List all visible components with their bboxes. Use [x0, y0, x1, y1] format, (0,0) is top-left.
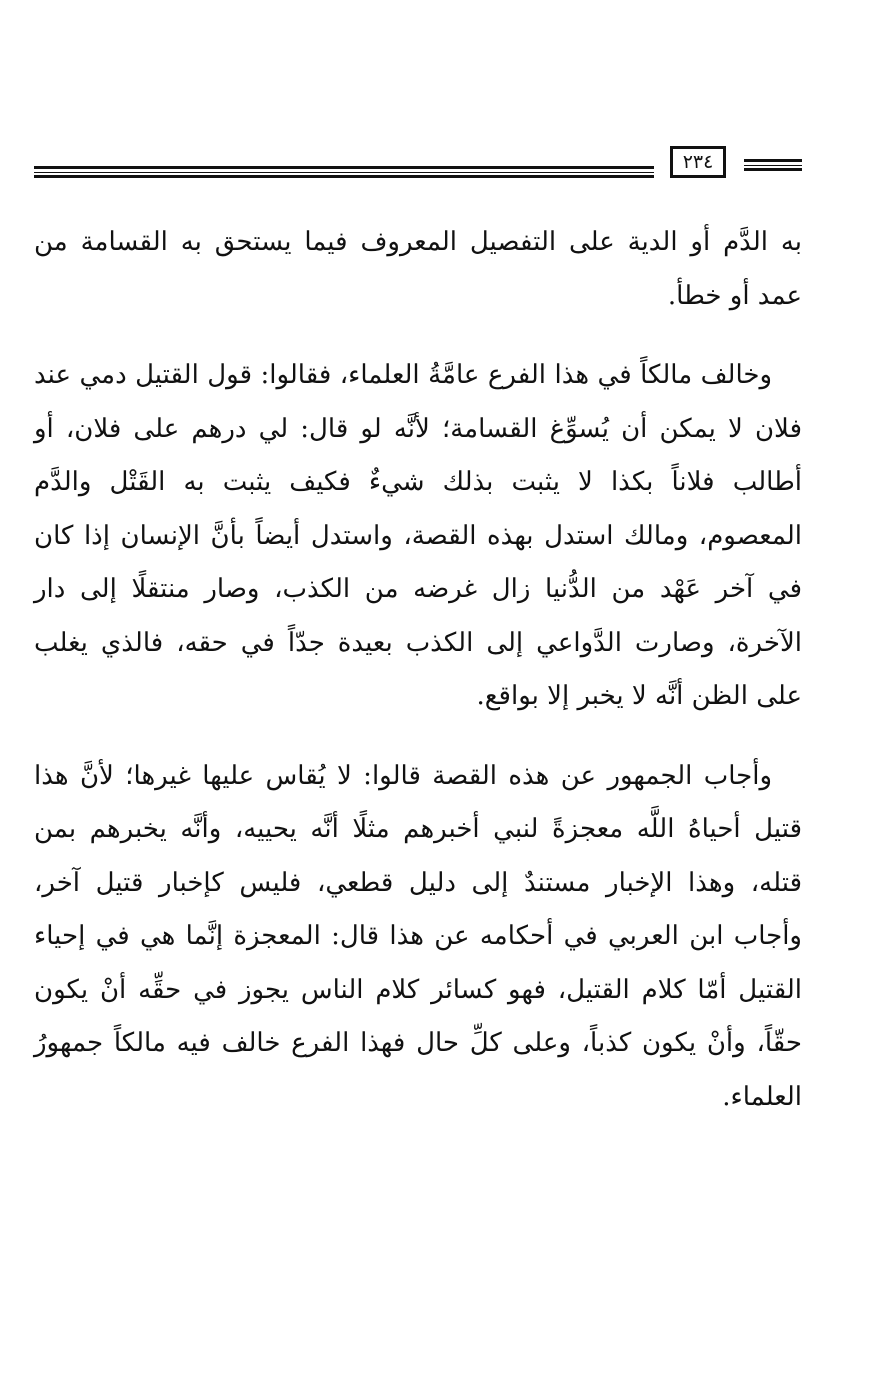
page-body — [34, 216, 802, 1124]
header-rule-right — [744, 159, 802, 171]
header-rule-left — [34, 166, 654, 178]
page-header — [34, 146, 802, 186]
paragraph-1: به الدَّم أو الدية على التفصيل المعروف فيما يستحق به القسامة من عمد أو خطأ. — [34, 227, 802, 311]
page-number: ٢٣٤ — [670, 146, 726, 178]
paragraph-2: وخالف مالكاً في هذا الفرع عامَّةُ العلماء، فقالوا: قول القتيل دمي عند فلان لا يمكن أن يُسوِّغ القسامة؛ لأنَّه لو قال: لي درهم على فلان، أو أطالب فلاناً بكذا لا يثبت بذلك شيءٌ فكيف يثبت به القَتْل والدَّم المعصوم، ومالك استدل بهذه القصة، واستدل أيضاً بأنَّ الإنسان إذا كان في آخر عَهْد من الدُّنيا زال غرضه من الكذب، وصار منتقلًا إلى دار الآخرة، وصارت الدَّواعي إلى الكذب بعيدة جدّاً في حقه، فالذي يغلب على الظن أنَّه لا يخبر إلا بواقع. — [34, 360, 802, 711]
paragraph-3: وأجاب الجمهور عن هذه القصة قالوا: لا يُقاس عليها غيرها؛ لأنَّ هذا قتيل أحياهُ اللَّه معجزةً لنبي أخبرهم مثلًا أنَّه يحييه، وأنَّه يخبرهم بمن قتله، وهذا الإخبار مستندٌ إلى دليل قطعي، فليس كإخبار قتيل آخر، وأجاب ابن العربي في أحكامه عن هذا قال: المعجزة إنَّما هي في إحياء القتيل أمّا كلام القتيل، فهو كسائر كلام الناس يجوز في حقِّه أنْ يكون حقّاً، وأنْ يكون كذباً، وعلى كلِّ حال فهذا الفرع خالف فيه مالكاً جمهورُ العلماء. — [34, 760, 802, 1112]
